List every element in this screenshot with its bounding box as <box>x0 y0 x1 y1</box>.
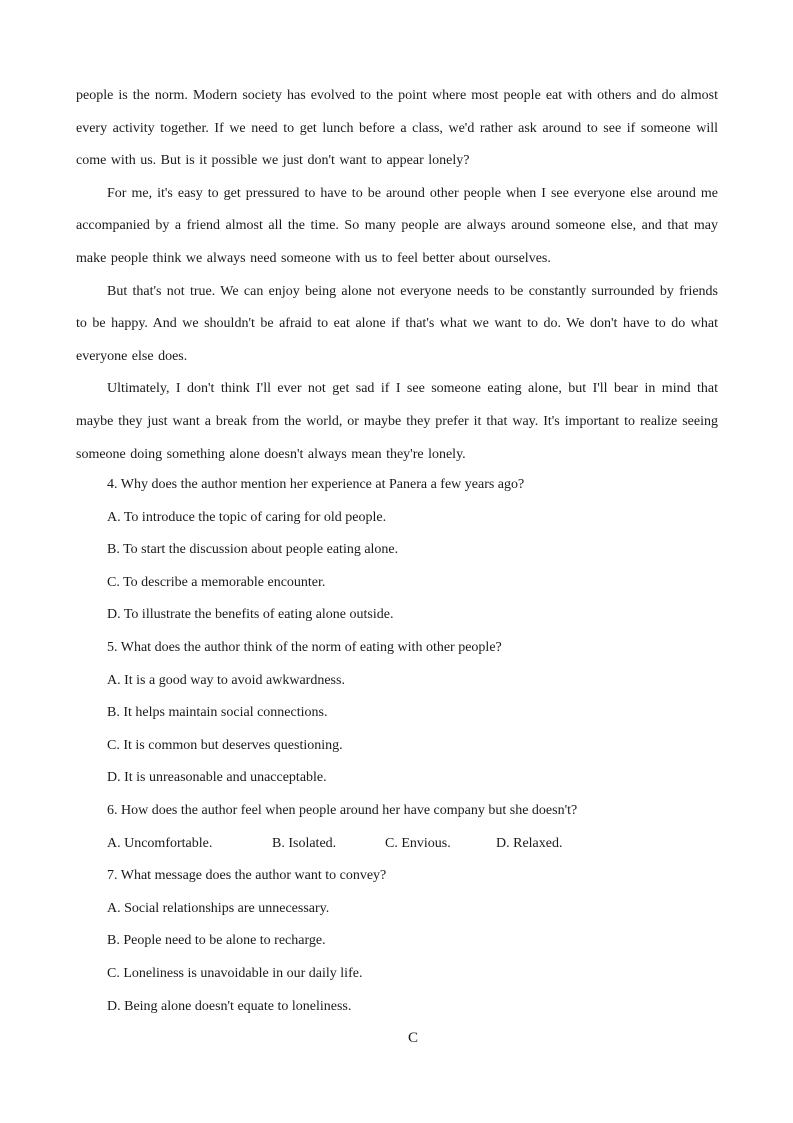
question-stem: 5. What does the author think of the norm of eating with other people? <box>107 639 502 655</box>
answer-option-a: A. It is a good way to avoid awkwardness. <box>107 672 345 688</box>
question-5 <box>107 632 727 795</box>
answer-option-c: C. It is common but deserves questioning. <box>107 737 343 753</box>
question-4 <box>107 469 727 632</box>
answer-option-b: B. Isolated. <box>272 835 337 851</box>
answer-option-d: D. To illustrate the benefits of eating alone outside. <box>107 607 394 623</box>
answer-option-d: D. Relaxed. <box>496 835 563 851</box>
passage-paragraph-4: Ultimately, I don't think I'll ever not get sad if I see someone eating alone, but I'll bear in mind that maybe they just want a break from the world, or maybe they prefer it that way. It's important to realize seeing someone doing something alone doesn't always mean they're lonely. <box>76 381 718 462</box>
answer-option-b: B. People need to be alone to recharge. <box>107 933 326 949</box>
passage-paragraph-2: For me, it's easy to get pressured to have to be around other people when I see everyone else around me accompanied by a friend almost all the time. So many people are always around someone else, and that may make people think we always need someone with us to feel better about ourselves. <box>76 185 718 266</box>
answer-option-d: D. Being alone doesn't equate to loneliness. <box>107 998 352 1014</box>
section-heading: C <box>407 1030 418 1046</box>
passage-paragraph-3: But that's not true. We can enjoy being alone not everyone needs to be constantly surrounded by friends to be happy. And we shouldn't be afraid to eat alone if that's what we want to do. We don't have to do what everyone else does. <box>76 283 718 364</box>
question-stem: 6. How does the author feel when people around her have company but she doesn't? <box>107 802 578 818</box>
reading-passage <box>76 80 718 471</box>
answer-option-b: B. To start the discussion about people eating alone. <box>107 542 399 558</box>
question-list <box>107 469 727 1023</box>
answer-option-d: D. It is unreasonable and unacceptable. <box>107 770 327 786</box>
answer-option-a: A. To introduce the topic of caring for old people. <box>107 509 387 525</box>
answer-option-c: C. To describe a memorable encounter. <box>107 574 326 590</box>
answer-option-a: A. Uncomfortable. <box>107 835 213 851</box>
question-6 <box>107 795 727 860</box>
answer-option-b: B. It helps maintain social connections. <box>107 705 328 721</box>
answer-option-c: C. Envious. <box>385 835 451 851</box>
question-stem: 4. Why does the author mention her experience at Panera a few years ago? <box>107 477 525 492</box>
answer-options-row <box>107 828 727 861</box>
passage-paragraph-1: people is the norm. Modern society has evolved to the point where most people eat with others and do almost every activity together. If we need to get lunch before a class, we'd rather ask around to see if someone will come with us. But is it possible we just don't want to appear lonely? <box>76 88 718 169</box>
question-stem: 7. What message does the author want to convey? <box>107 868 387 884</box>
question-7 <box>107 860 727 1023</box>
answer-option-a: A. Social relationships are unnecessary. <box>107 900 330 916</box>
answer-option-c: C. Loneliness is unavoidable in our daily life. <box>107 965 363 981</box>
